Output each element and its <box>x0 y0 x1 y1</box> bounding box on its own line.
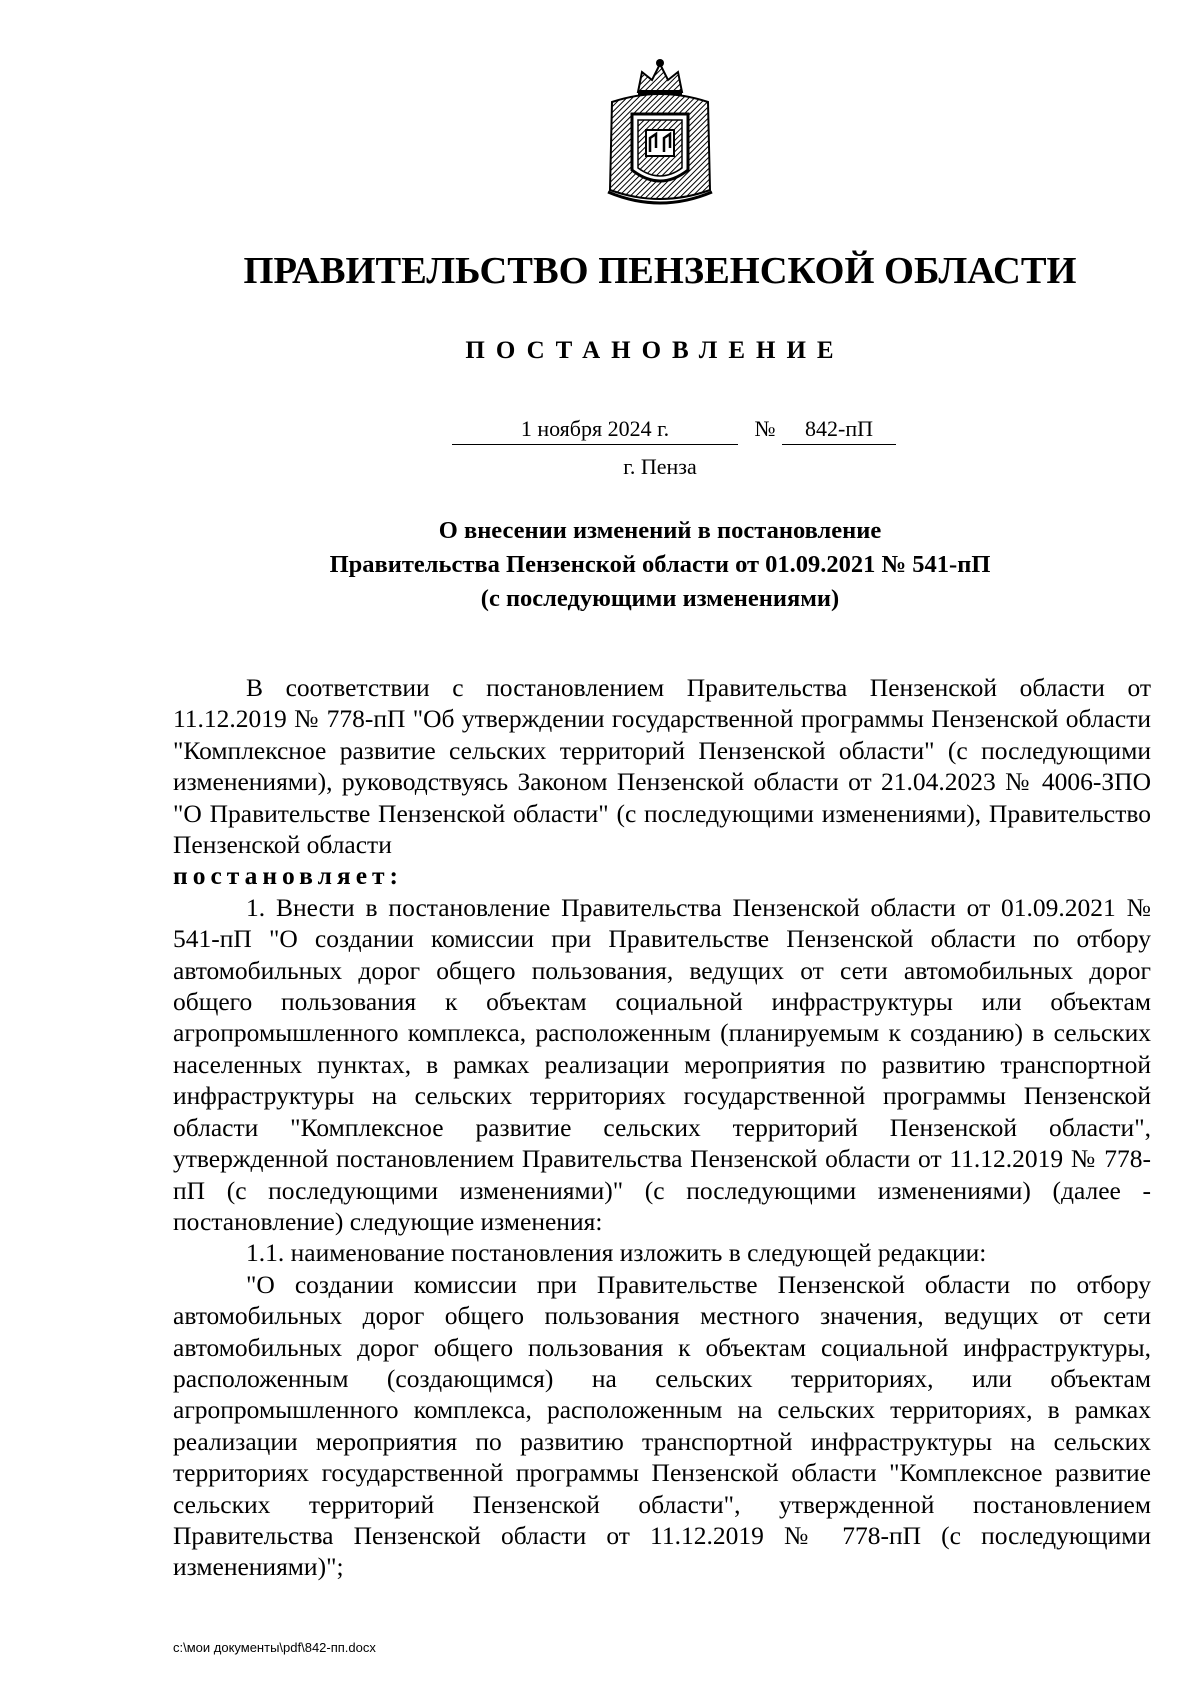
document-date: 1 ноября 2024 г. <box>452 413 738 445</box>
date-number-line <box>452 413 896 447</box>
file-path-footer: c:\мои документы\pdf\842-пп.docx <box>173 1640 376 1655</box>
number-sign: № <box>754 416 776 441</box>
quoted-title-paragraph: "О создании комиссии при Правительстве Пензенской области по отбору автомобильных дорог общего пользования местного значения, ведущих от сети автомобильных дорог общего пользования к объектам социальной инфраструктуры, расположенным (создающимся) на сельских территориях, или объектам агропромышленного комплекса, расположенным на сельских территориях, в рамках реализации мероприятия по развитию транспортной инфраструктуры на сельских территориях государственной программы Пензенской области "Комплексное развитие сельских территорий Пензенской области", утвержденной постановлением Правительства Пензенской области от 11.12.2019 № 778-пП (с последующими изменениями)"; <box>173 1269 1151 1582</box>
coat-of-arms-icon <box>598 58 722 214</box>
organization-title: ПРАВИТЕЛЬСТВО ПЕНЗЕНСКОЙ ОБЛАСТИ <box>243 250 1077 292</box>
city-name: г. Пенза <box>623 454 697 479</box>
preamble-paragraph: В соответствии с постановлением Правительства Пензенской области от 11.12.2019 № 778-пП "Об утверждении государственной программы Пензенской области "Комплексное развитие сельских территорий Пензенской области" (с последующими изменениями), руководствуясь Законом Пензенской области от 21.04.2023 № 4006-ЗПО "О Правительстве Пензенской области" (с последующими изменениями), Правительство Пензенской области <box>173 673 1151 860</box>
decree-word-paragraph <box>173 860 1151 891</box>
document-body <box>173 672 1151 1583</box>
item-1-paragraph: 1. Внести в постановление Правительства Пензенской области от 01.09.2021 № 541-пП "О создании комиссии при Правительстве Пензенской области по отбору автомобильных дорог общего пользования, ведущих от сети автомобильных дорог общего пользования к объектам социальной инфраструктуры или объектам агропромышленного комплекса, расположенным (планируемым к созданию) в сельских населенных пунктах, в рамках реализации мероприятия по развитию транспортной инфраструктуры на сельских территориях государственной программы Пензенской области "Комплексное развитие сельских территорий Пензенской области", утвержденной постановлением Правительства Пензенской области от 11.12.2019 № 778-пП (с последующими изменениями)" (с последующими изменениями) (далее - постановление) следующие изменения: <box>173 892 1151 1236</box>
document-subject <box>0 514 1200 616</box>
document-type: ПОСТАНОВЛЕНИЕ <box>465 337 845 364</box>
item-1-1-paragraph: 1.1. наименование постановления изложить в следующей редакции: <box>246 1238 987 1268</box>
subject-line: (с последующими изменениями) <box>480 585 840 612</box>
subject-line: Правительства Пензенской области от 01.09.2021 № 541-пП <box>329 551 991 578</box>
decree-word: постановляет: <box>173 861 404 891</box>
document-number: 842-пП <box>782 413 896 445</box>
subject-line: О внесении изменений в постановление <box>438 517 882 544</box>
